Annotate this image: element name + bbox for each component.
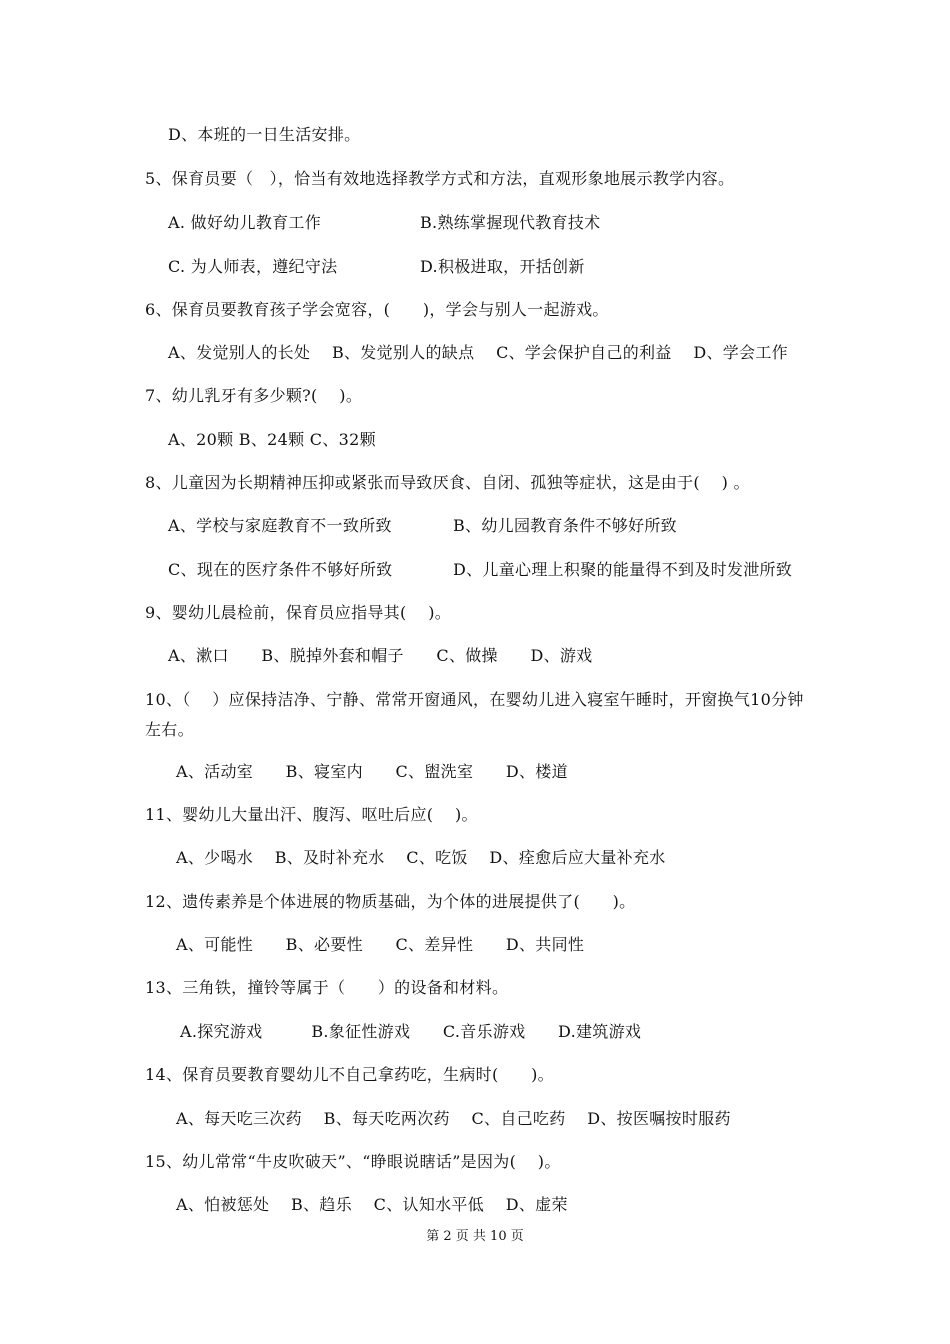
question-15: 15、幼儿常常“牛皮吹破天”、“睁眼说瞎话”是因为( )。	[145, 1152, 561, 1171]
q5-option-d: D.积极进取，开括创新	[420, 257, 585, 276]
question-7: 7、幼儿乳牙有多少颗?( )。	[145, 386, 363, 405]
question-14: 14、保育员要教育婴幼儿不自己拿药吃，生病时( )。	[145, 1065, 554, 1084]
q8-option-c: C、现在的医疗条件不够好所致	[168, 560, 393, 579]
q15-options: A、怕被惩处 B、趋乐 C、认知水平低 D、虚荣	[176, 1195, 568, 1214]
q5-option-a: A. 做好幼儿教育工作	[168, 213, 322, 232]
question-5: 5、保育员要（ ），恰当有效地选择教学方式和方法，直观形象地展示教学内容。	[145, 169, 735, 188]
q13-options: A.探究游戏 B.象征性游戏 C.音乐游戏 D.建筑游戏	[180, 1022, 642, 1041]
q7-options: A、20颗 B、24颗 C、32颗	[168, 430, 376, 449]
question-6: 6、保育员要教育孩子学会宽容，( )，学会与别人一起游戏。	[145, 300, 609, 319]
q5-option-b: B.熟练掌握现代教育技术	[420, 213, 601, 232]
q8-option-b: B、幼儿园教育条件不够好所致	[453, 516, 677, 535]
question-12: 12、遗传素养是个体进展的物质基础，为个体的进展提供了( )。	[145, 892, 636, 911]
question-13: 13、三角铁，撞铃等属于（ ）的设备和材料。	[145, 978, 509, 997]
question-10: 10、（ ）应保持洁净、宁静、常常开窗通风，在婴幼儿进入寝室午睡时，开窗换气10分钟左右。	[145, 690, 804, 739]
question-8: 8、儿童因为长期精神压抑或紧张而导致厌食、自闭、孤独等症状，这是由于( ) 。	[145, 473, 750, 492]
q12-options: A、可能性 B、必要性 C、差异性 D、共同性	[176, 935, 585, 954]
q9-options: A、漱口 B、脱掉外套和帽子 C、做操 D、游戏	[168, 646, 593, 665]
q10-options: A、活动室 B、寝室内 C、盥洗室 D、楼道	[176, 762, 568, 781]
q14-options: A、每天吃三次药 B、每天吃两次药 C、自己吃药 D、按医嘱按时服药	[176, 1109, 731, 1128]
question-9: 9、婴幼儿晨检前，保育员应指导其( )。	[145, 603, 452, 622]
q6-options: A、发觉别人的长处 B、发觉别人的缺点 C、学会保护自己的利益 D、学会工作	[168, 343, 788, 362]
page-footer: 第 2 页 共 10 页	[426, 1229, 524, 1244]
question-11: 11、婴幼儿大量出汗、腹泻、呕吐后应( )。	[145, 805, 478, 824]
q11-options: A、少喝水 B、及时补充水 C、吃饭 D、痊愈后应大量补充水	[176, 848, 666, 867]
q8-option-a: A、学校与家庭教育不一致所致	[168, 516, 392, 535]
q8-option-d: D、儿童心理上积聚的能量得不到及时发泄所致	[453, 560, 793, 579]
q5-option-c: C. 为人师表，遵纪守法	[168, 257, 338, 276]
q4-option-d: D、本班的一日生活安排。	[168, 125, 361, 144]
